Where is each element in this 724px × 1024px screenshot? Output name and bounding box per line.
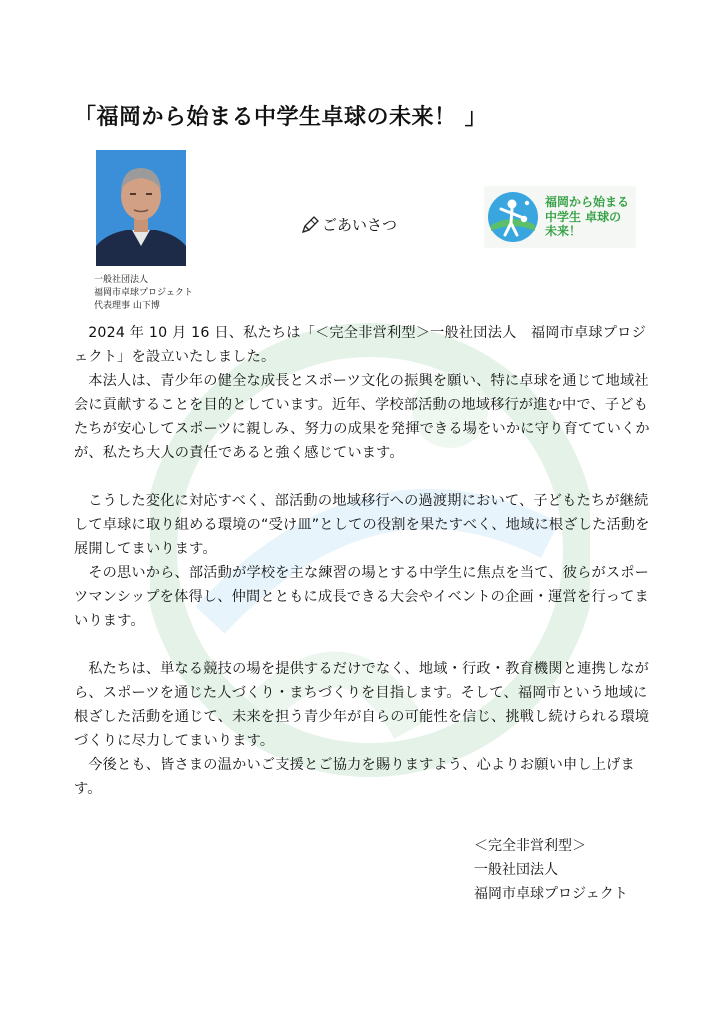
logo-line-1: 福岡から始まる [545,195,630,210]
project-logo [484,186,636,248]
body-paragraph: こうした変化に対応すべく、部活動の地域移行への過渡期において、子どもたちが継続して卓球に取り組める環境の“受け皿”としての役割を果たすべく、地域に根ざした活動を展開してまいります。 [74,493,650,557]
greeting-label: ごあいさつ [322,216,398,234]
page-title: 「福岡から始まる中学生卓球の未来！ 」 [74,105,488,130]
logo-line-2: 中学生 卓球の [545,209,622,224]
logo-text [545,195,629,239]
signature-nonprofit-type: ＜完全非営利型＞ [474,838,586,854]
caption-organization-name: 福岡市卓球プロジェクト [94,288,193,298]
greeting-heading [300,214,397,235]
caption-representative: 代表理事 山下博 [94,301,160,311]
representative-photo [96,150,186,266]
body-paragraph: 今後とも、皆さまの温かいご支援とご協力を賜りますよう、心よりお願い申し上げます。 [74,757,635,797]
table-tennis-player-icon [487,191,539,243]
closing-signature [474,834,628,906]
pencil-icon [300,215,320,235]
signature-organization-type: 一般社団法人 [474,862,558,878]
greeting-body [74,321,658,801]
logo-line-3: 未来！ [545,224,582,239]
caption-organization-type: 一般社団法人 [94,275,149,285]
photo-caption [94,274,193,313]
body-paragraph: 本法人は、青少年の健全な成長とスポーツ文化の振興を願い、特に卓球を通じて地域社会に貢献することを目的としています。近年、学校部活動の地域移行が進む中で、子どもたちが安心してスポーツに親しみ、努力の成果を発揮できる場をいかに守り育てていくかが、私たち大人の責任であると強く感じています。 [74,373,650,461]
body-paragraph: 2024 年 10 月 16 日、私たちは「＜完全非営利型＞一般社団法人 福岡市卓球プロジェクト」を設立いたしました。 [74,325,646,365]
signature-organization-name: 福岡市卓球プロジェクト [474,886,628,902]
body-paragraph: 私たちは、単なる競技の場を提供するだけでなく、地域・行政・教育機関と連携しながら、スポーツを通じた人づくり・まちづくりを目指します。そして、福岡市という地域に根ざした活動を通じて、未来を担う青少年が自らの可能性を信じ、挑戦し続けられる環境づくりに尽力してまいります。 [74,661,650,749]
body-paragraph: その思いから、部活動が学校を主な練習の場とする中学生に焦点を当て、彼らがスポーツマンシップを体得し、仲間とともに成長できる大会やイベントの企画・運営を行ってまいります。 [74,565,650,629]
